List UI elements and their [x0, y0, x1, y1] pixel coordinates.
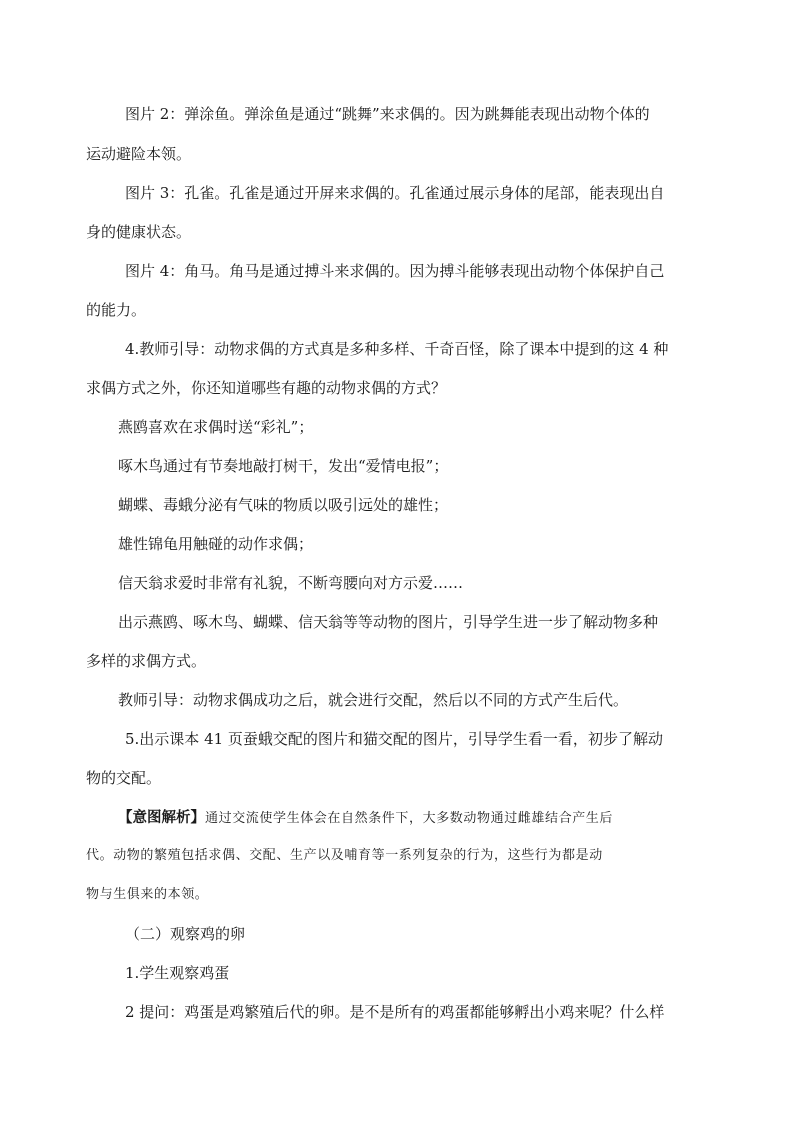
paragraph-line: 燕鸥喜欢在求偶时送“彩礼”；: [118, 418, 314, 436]
intent-analysis-line: [118, 807, 613, 829]
paragraph-line: 4.教师引导：动物求偶的方式真是多种多样、千奇百怪，除了课本中提到的这 4 种: [125, 340, 669, 358]
paragraph-line: 信天翁求爱时非常有礼貌，不断弯腰向对方示爱……: [118, 574, 464, 592]
paragraph-line: 雄性锦龟用触碰的动作求偶；: [118, 535, 314, 553]
intent-analysis-text: 通过交流使学生体会在自然条件下，大多数动物通过雌雄结合产生后: [205, 811, 614, 826]
paragraph-line: 图片 4：角马。角马是通过搏斗来求偶的。因为搏斗能够表现出动物个体保护自己: [125, 262, 665, 280]
paragraph-line: 图片 2：弹涂鱼。弹涂鱼是通过“跳舞”来求偶的。因为跳舞能表现出动物个体的: [125, 105, 650, 123]
intent-analysis-line: 物与生俱来的本领。: [86, 887, 209, 902]
intent-analysis-label: 【意图解析】: [118, 810, 205, 826]
paragraph-line: 身的健康状态。: [86, 223, 192, 241]
paragraph-line: 求偶方式之外，你还知道哪些有趣的动物求偶的方式？: [86, 379, 447, 397]
paragraph-line: 5.出示课本 41 页蚕蛾交配的图片和猫交配的图片，引导学生看一看，初步了解动: [125, 730, 663, 748]
paragraph-line: 出示燕鸥、啄木鸟、蝴蝶、信天翁等等动物的图片，引导学生进一步了解动物多种: [118, 613, 659, 631]
paragraph-line: 图片 3：孔雀。孔雀是通过开屏来求偶的。孔雀通过展示身体的尾部，能表现出自: [125, 184, 665, 202]
paragraph-line: 蝴蝶、毒蛾分泌有气味的物质以吸引远处的雄性；: [118, 496, 449, 514]
paragraph-line: 多样的求偶方式。: [86, 652, 207, 670]
paragraph-line: 2 提问：鸡蛋是鸡繁殖后代的卵。是不是所有的鸡蛋都能够孵出小鸡来呢？什么样: [125, 1003, 665, 1021]
paragraph-line: 运动避险本领。: [86, 145, 192, 163]
section-heading: （二）观察鸡的卵: [125, 925, 246, 943]
intent-analysis-line: 代。动物的繁殖包括求偶、交配、生产以及哺育等一系列复杂的行为，这些行为都是动: [86, 848, 603, 863]
paragraph-line: 教师引导：动物求偶成功之后，就会进行交配，然后以不同的方式产生后代。: [118, 691, 629, 709]
paragraph-line: 的能力。: [86, 301, 147, 319]
paragraph-line: 啄木鸟通过有节奏地敲打树干，发出“爱情电报”；: [118, 457, 449, 475]
paragraph-line: 物的交配。: [86, 769, 162, 787]
paragraph-line: 1.学生观察鸡蛋: [125, 964, 230, 982]
